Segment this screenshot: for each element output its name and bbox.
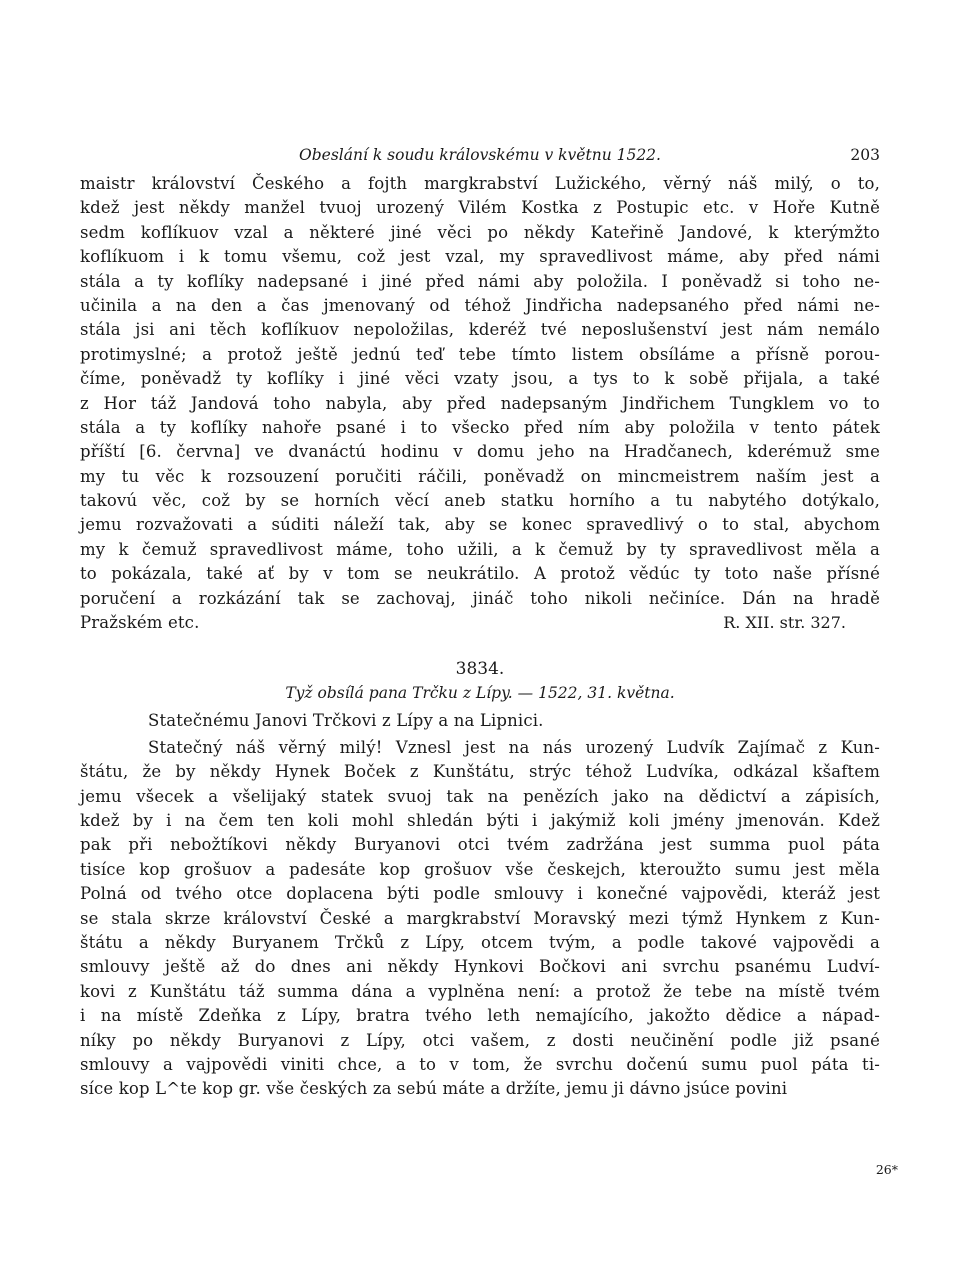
text-line: takovú věc, což by se horních věcí aneb statku horního a tu nabytého dotýkalo, xyxy=(80,491,880,511)
text-line: maistr království Českého a fojth margkrabství Lužického, věrný náš milý, o to, xyxy=(80,174,880,193)
text-line: smlouvy ještě až do dnes ani někdy Hynkovi Bočkovi ani svrchu psanému Ludví- xyxy=(80,957,880,977)
text-line: štátu, že by někdy Hynek Boček z Kunštátu, strýc téhož Ludvíka, odkázal kšaftem xyxy=(80,762,880,782)
text-line: tisíce kop grošuov a padesáte kop grošuov vše českejch, kteroužto sumu jest měla xyxy=(80,859,880,879)
text-line: stála jsi ani těch koflíkuov nepoložilas, kderéž tvé neposlušenství jest nám nemálo xyxy=(80,320,880,340)
text-line: učinila a na den a čas jmenovaný od téhož Jindřicha nadepsaného před námi ne- xyxy=(80,295,880,315)
address-line: Statečnému Janovi Trčkovi z Lípy a na Lipnici. xyxy=(148,711,544,731)
text-line: stála a ty koflíky nahoře psané i to všecko před ním aby položila v tento pátek xyxy=(80,417,880,437)
text-line: poručení a rozkázání tak se zachovaj, jináč toho nikoli nečiníce. Dán na hradě xyxy=(80,588,880,608)
text-line: smlouvy a vajpovědi viniti chce, a to v tom, že svrchu dočenú sumu puol páta ti- xyxy=(80,1054,880,1074)
text-line: číme, poněvadž ty koflíky i jiné věci vzaty jsou, a tys to k sobě přijala, a také xyxy=(80,369,880,389)
text-line: i na místě Zdeňka z Lípy, bratra tvého leth nemajícího, jakožto dědice a nápad- xyxy=(80,1006,880,1026)
text-line: kdež jest někdy manžel tvuoj urozený Vilém Kostka z Postupic etc. v Hoře Kutně xyxy=(80,198,880,218)
text-line: z Hor táž Jandová toho nabyla, aby před nadepsaným Jindřichem Tungklem vo to xyxy=(80,393,880,413)
running-head-title: Obeslání k soudu královskému v květnu 1522. xyxy=(299,146,661,164)
text-line: se stala skrze království České a margkrabství Moravský mezi týmž Hynkem z Kun- xyxy=(80,908,880,928)
text-line: síce kop L^te kop gr. vše českých za sebú máte a držíte, jemu ji dávno jsúce povini xyxy=(80,1079,788,1099)
page-content xyxy=(80,146,880,1102)
paragraph-continued: maistr království Českého a fojth margkrabství Lužického, věrný náš milý, o to, kdež jest někdy manžel tvuoj urozený Vilém Kostka z Postupic etc. v Hoře Kutně sedm koflíkuov vzal a některé jiné věci po někdy Kateřině Jandové, k kterýmžto koflíkuom i k tomu všemu, což jest vzal, my spravedlivost máme, aby před námi stála a ty koflíky nadepsané i jiné před námi aby položila. I poněvadž si toho ne- učinila a na den a čas jmenovaný od téhož Jindřicha nadepsaného před námi ne- stála jsi ani těch koflíkuov nepoložilas, kderéž tvé neposlušenství jest nám nemálo protimyslné; a protož ještě jednú teď tebe tímto listem obsíláme a přísně porou- číme, poněvadž ty koflíky i jiné věci vzaty jsou, a tys to k sobě přijala, a také z Hor táž Jandová toho nabyla, aby před nadepsaným Jindřichem Tungklem vo to stála a ty koflíky nahoře psané i to všecko před ním aby položila v tento pátek příští [6. června] ve dvanáctú hodinu v domu jeho na Hradčanech, kderémuž sme my tu věc k rozsouzení poručiti ráčili, poněvadž on mincmeistrem naším jest a takovú věc, což by se horních věcí aneb statku horního a tu nabytého dotýkalo, jemu rozvažovati a súditi náleží tak, aby se konec spravedlivý o to stal, abychom my k čemuž spravedlivost máme, toho užili, a k čemuž by ty spravedlivost měla a to pokázala, také ať by v tom se neukrátilo. A protož vědúc ty toto naše přísné poručení a rozkázání tak se zachovaj, jináč toho nikoli nečiníce. Dán na hradě Pražském etc. R. XII. str. 327. xyxy=(80,172,880,635)
text-line: koflíkuom i k tomu všemu, což jest vzal, my spravedlivost máme, aby před námi xyxy=(80,247,880,267)
paragraph-body xyxy=(80,736,880,1102)
text-line: jemu rozvažovati a súditi náleží tak, aby se konec spravedlivý o to stal, abychom xyxy=(80,515,880,535)
text-line: Pražském etc. xyxy=(80,613,200,633)
text-line: pak při nebožtíkovi někdy Buryanovi otci tvém zadržána jest summa puol páta xyxy=(80,835,880,855)
document-number: 3834. xyxy=(455,659,505,680)
text-line: protimyslné; a protož ještě jednú teď tebe tímto listem obsíláme a přísně porou- xyxy=(80,344,880,364)
text-line: stála a ty koflíky nadepsané i jiné před námi aby položila. I poněvadž si toho ne- xyxy=(80,271,880,291)
text-line: kovi z Kunštátu táž summa dána a vyplněna není: a protož že tebe na místě tvém xyxy=(80,981,880,1001)
text-line: Statečný náš věrný milý! Vznesl jest na nás urozený Ludvík Zajímač z Kun- xyxy=(148,737,880,757)
text-line: níky po někdy Buryanovi z Lípy, otci vašem, z dosti neučinění podle již psané xyxy=(80,1030,880,1050)
text-line: jemu všecek a všelijaký statek svuoj tak na penězích jako na dědictví a zápisích, xyxy=(80,786,880,806)
document-heading: Tyž obsílá pana Trčku z Lípy. — 1522, 31. května. xyxy=(285,684,675,703)
text-line: štátu a někdy Buryanem Trčků z Lípy, otcem tvým, a podle takové vajpovědi a xyxy=(80,932,880,952)
running-head xyxy=(80,146,880,172)
text-line: my tu věc k rozsouzení poručiti ráčili, poněvadž on mincmeistrem naším jest a xyxy=(80,466,880,486)
text-line: příští [6. června] ve dvanáctú hodinu v domu jeho na Hradčanech, kderémuž sme xyxy=(80,442,880,462)
page-number: 203 xyxy=(850,146,880,164)
text-line: kdež by i na čem ten koli mohl shledán býti i jakýmiž koli jmény jmenován. Kdež xyxy=(80,810,880,830)
signature-mark: 26* xyxy=(875,1162,898,1177)
text-line: Polná od tvého otce doplacena býti podle smlouvy i konečné vajpovědi, kteráž jest xyxy=(80,884,880,904)
text-line: my k čemuž spravedlivost máme, toho užili, a k čemuž by ty spravedlivost měla a xyxy=(80,539,880,559)
text-line: sedm koflíkuov vzal a některé jiné věci po někdy Kateřině Jandové, k kterýmžto xyxy=(80,222,880,242)
text-line: to pokázala, také ať by v tom se neukrátilo. A protož vědúc ty toto naše přísné xyxy=(80,564,880,584)
